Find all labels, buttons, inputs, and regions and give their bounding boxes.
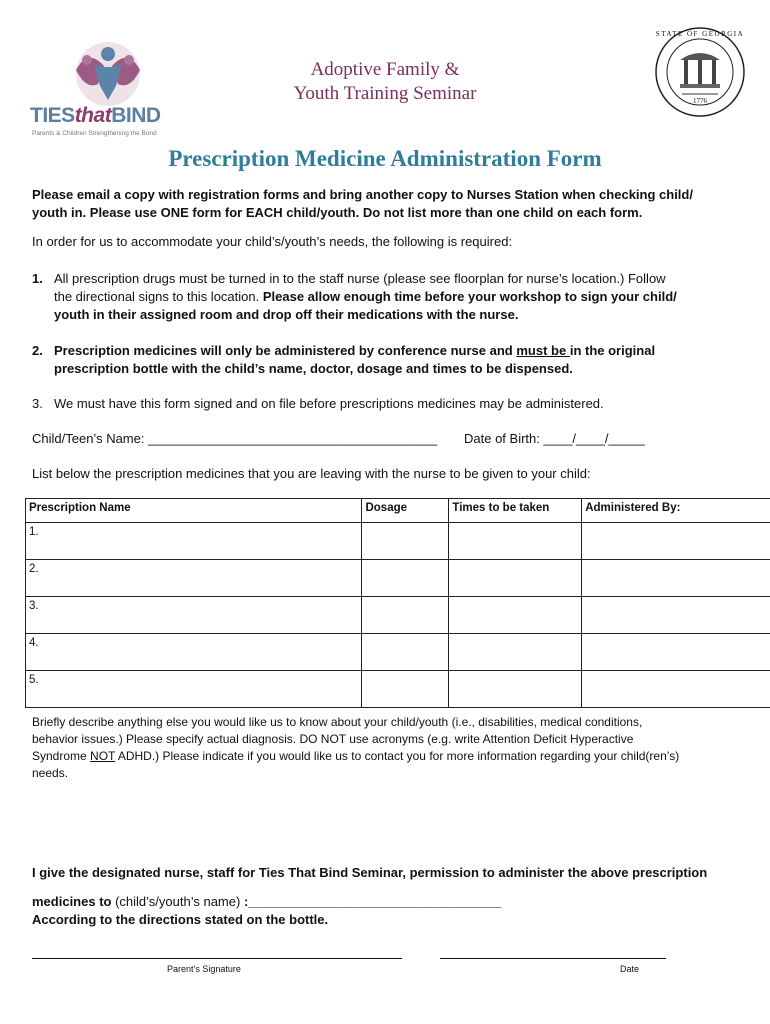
table-header-row (26, 499, 770, 523)
intro-line1: Please email a copy with registration forms and bring another copy to Nurses Station when checking child/ (32, 187, 693, 202)
requirement-item-1 (32, 270, 762, 324)
header-times: Times to be taken (449, 499, 582, 523)
dosage-cell[interactable] (362, 560, 449, 597)
dosage-cell[interactable] (362, 634, 449, 671)
requirement-item-3 (32, 395, 762, 413)
parent-signature-line[interactable] (32, 958, 402, 959)
administered-cell[interactable] (582, 523, 770, 560)
times-cell[interactable] (449, 523, 582, 560)
header-administered-by: Administered By: (582, 499, 770, 523)
item-number: 3. (32, 396, 43, 411)
item-2-line2: prescription bottle with the child’s name, doctor, dosage and times to be dispensed. (54, 361, 573, 376)
date-line[interactable] (440, 958, 666, 959)
prescription-table (25, 498, 770, 708)
permission-line3: According to the directions stated on the bottle. (32, 912, 329, 927)
logo-tagline: Parents & Children Strengthening the Bond (32, 130, 157, 137)
header-prescription-name: Prescription Name (26, 499, 362, 523)
row-number-cell[interactable]: 4. (26, 634, 362, 671)
item-3-line1: We must have this form signed and on file before prescriptions medicines may be administered. (54, 396, 604, 411)
child-name-field[interactable]: Child/Teen’s Name: ________________________________________ (32, 431, 438, 446)
parent-signature-label: Parent’s Signature (167, 964, 241, 974)
describe-line4: needs. (32, 766, 69, 780)
seminar-name (245, 58, 525, 106)
table-row (26, 671, 770, 708)
item-1-line3: youth in their assigned room and drop off their medications with the nurse. (54, 307, 519, 322)
intro-line2: youth in. Please use ONE form for EACH child/youth. Do not list more than one child on each form. (32, 205, 643, 220)
times-cell[interactable] (449, 560, 582, 597)
dosage-cell[interactable] (362, 523, 449, 560)
describe-line3: Syndrome NOT ADHD.) Please indicate if you would like us to contact you for more information regarding your child(ren’s) (32, 749, 680, 763)
requirement-text: In order for us to accommodate your child’s/youth’s needs, the following is required: (32, 234, 513, 249)
times-cell[interactable] (449, 634, 582, 671)
dosage-cell[interactable] (362, 597, 449, 634)
describe-line2: behavior issues.) Please specify actual diagnosis. DO NOT use acronyms (e.g. write Attention Deficit Hyperactive (32, 732, 634, 746)
administered-cell[interactable] (582, 560, 770, 597)
table-row (26, 560, 770, 597)
row-number-cell[interactable]: 5. (26, 671, 362, 708)
administered-cell[interactable] (582, 671, 770, 708)
date-of-birth-field[interactable]: Date of Birth: ____/____/_____ (464, 431, 645, 446)
logo-wordmark: TIESthatBIND (30, 104, 161, 127)
item-1-line2: the directional signs to this location. Please allow enough time before your workshop to sign your child/ (54, 289, 677, 304)
times-cell[interactable] (449, 597, 582, 634)
dosage-cell[interactable] (362, 671, 449, 708)
item-number: 2. (32, 343, 43, 358)
row-number-cell[interactable]: 1. (26, 523, 362, 560)
seal-year: 1776 (693, 97, 707, 105)
intro-text (32, 186, 762, 222)
seminar-line2: Youth Training Seminar (293, 83, 477, 104)
describe-instructions (32, 714, 762, 782)
table-row (26, 523, 770, 560)
seminar-line1: Adoptive Family & (310, 59, 460, 80)
list-intro: List below the prescription medicines that you are leaving with the nurse to be given to your child: (32, 466, 591, 481)
ties-that-bind-logo (30, 40, 180, 140)
times-cell[interactable] (449, 671, 582, 708)
row-number-cell[interactable]: 2. (26, 560, 362, 597)
table-row (26, 634, 770, 671)
describe-line1: Briefly describe anything else you would like us to know about your child/youth (i.e., disabilities, medical conditions, (32, 715, 643, 729)
table-row (26, 597, 770, 634)
requirement-item-2 (32, 342, 762, 378)
permission-line1: I give the designated nurse, staff for Ties That Bind Seminar, permission to administer the above prescription (32, 865, 708, 880)
header-dosage: Dosage (362, 499, 449, 523)
row-number-cell[interactable]: 3. (26, 597, 362, 634)
form-title: Prescription Medicine Administration Form (168, 146, 602, 171)
administered-cell[interactable] (582, 597, 770, 634)
permission-line2[interactable]: medicines to (child’s/youth’s name) :___________________________________ (32, 894, 502, 909)
family-figures-icon (68, 40, 148, 108)
seal-text: STATE OF GEORGIA (655, 30, 745, 38)
date-label: Date (620, 964, 640, 974)
state-seal (654, 26, 746, 118)
item-number: 1. (32, 271, 43, 286)
item-1-line1: All prescription drugs must be turned in to the staff nurse (please see floorplan for nurse’s location.) Follow (54, 271, 666, 286)
item-2-line1: Prescription medicines will only be administered by conference nurse and must be in the original (54, 343, 656, 358)
administered-cell[interactable] (582, 634, 770, 671)
